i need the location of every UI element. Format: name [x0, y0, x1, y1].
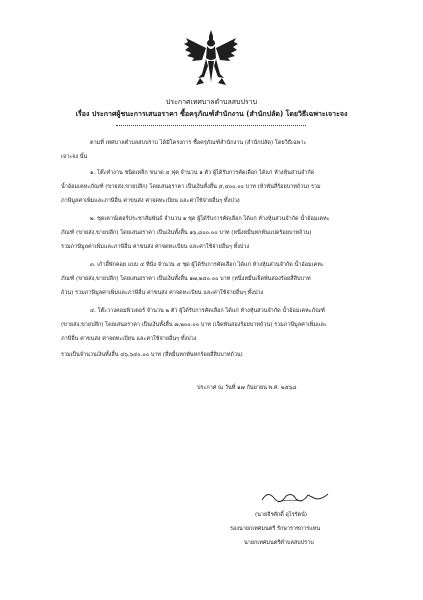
signature-icon — [258, 486, 338, 506]
item-3-line-2: ภัณฑ์ (ขายส่ง,ขายปลีก) โดยเสนอราคา เป็นเงินทั้งสิ้น ๑๗,๒๔๐.๐๐ บาท (หนึ่งหมื่นเจ็ดพันสองร้อยสี่สิบบาท — [61, 276, 311, 282]
signer-role-2: นายกเทศมนตรีตำบลสบปราบ — [244, 540, 314, 546]
intro-line-1: ตามที่ เทศบาลตำบลสบปราบ ได้มีโครงการ ซื้อครุภัณฑ์สำนักงาน (สำนักปลัด) โดยวิธีเฉพาะ — [90, 140, 307, 146]
item-2-line-3: รวมภาษีมูลค่าเพิ่มและภาษีอื่น ค่าขนส่ง ค่าจดทะเบียน และค่าใช้จ่ายอื่นๆ ทั้งปวง — [61, 244, 250, 250]
item-1-line-3: ภาษีมูลค่าเพิ่มและภาษีอื่น ค่าขนส่ง ค่าจดทะเบียน และค่าใช้จ่ายอื่นๆ ทั้งปวง — [61, 198, 240, 204]
title-divider — [116, 125, 306, 126]
intro-line-2: เจาะจง นั้น — [61, 154, 88, 160]
item-4-line-2: (ขายส่ง,ขายปลีก) โดยเสนอราคา เป็นเงินทั้งสิ้น ๗,๒๐๐.๐๐ บาท (เจ็ดพันสองร้อยบาทถ้วน) รวมภาษีมูลค่าเพิ่มและ — [61, 322, 327, 328]
item-3-line-3: ถ้วน) รวมภาษีมูลค่าเพิ่มและภาษีอื่น ค่าขนส่ง ค่าจดทะเบียน และค่าใช้จ่ายอื่นๆ ทั้งปวง — [61, 290, 264, 296]
item-3-line-1: ๓. เก้าอี้พักคอย แบบ ๔ ที่นั่ง จำนวน ๔ ชุด ผู้ได้รับการคัดเลือก ได้แก่ ห้างหุ้นส่วนจำกัด น้ำอ้อมเคหะ — [90, 262, 324, 268]
item-1-line-1: ๑. โต๊ะทำงาน ชนิดเหล็ก ขนาด ๔ ฟุต จำนวน ๑ ตัว ผู้ได้รับการคัดเลือก ได้แก่ ห้างหุ้นส่วนจำกัด — [90, 170, 315, 176]
item-4-line-1: ๔. โต๊ะวางคอมพิวเตอร์ จำนวน ๒ ตัว ผู้ได้รับการคัดเลือก ได้แก่ ห้างหุ้นส่วนจำกัด น้ำอ้อมเคหะภัณฑ์ — [90, 308, 325, 314]
org-title: ประกาศเทศบาลตำบลสบปราบ — [165, 98, 258, 106]
signer-role-1: รองนายกเทศมนตรี รักษาราชการแทน — [230, 526, 321, 532]
item-2-line-2: ภัณฑ์ (ขายส่ง,ขายปลีก) โดยเสนอราคา เป็นเงินทั้งสิ้น ๑๖,๘๐๐.๐๐ บาท (หนึ่งหมื่นหกพันแปดร้อยบาทถ้วน) — [61, 230, 312, 236]
total-amount: รวมเป็นจำนวนเงินทั้งสิ้น ๔๖,๖๔๐.๐๐ บาท (สี่หมื่นหกพันหกร้อยสี่สิบบาทถ้วน) — [61, 352, 243, 358]
signer-name: (นายจีรศักดิ์ อุไรรัตน์) — [255, 512, 307, 518]
item-1-line-2: น้ำอ้อมเคหะภัณฑ์ (ขายส่ง,ขายปลีก) โดยเสนอราคา เป็นเงินทั้งสิ้น ๕,๔๐๐.๐๐ บาท (ห้าพันสี่ร้อยบาทถ้วน) รวม — [61, 184, 321, 190]
item-4-line-3: ภาษีอื่น ค่าขนส่ง ค่าจดทะเบียน และค่าใช้จ่ายอื่นๆ ทั้งปวง — [61, 336, 197, 342]
garuda-emblem-icon — [182, 28, 240, 88]
item-2-line-1: ๒. ชุดเคาน์เตอร์ประชาสัมพันธ์ จำนวน ๑ ชุด ผู้ได้รับการคัดเลือก ได้แก่ ห้างหุ้นส่วนจำกัด น้ำอ้อมเคหะ — [90, 216, 330, 222]
announcement-date: ประกาศ ณ วันที่ ๑๗ กันยายน พ.ศ. ๒๕๖๘ — [197, 385, 297, 391]
announcement-subject: เรื่อง ประกาศผู้ชนะการเสนอราคา ซื้อครุภัณฑ์สำนักงาน (สำนักปลัด) โดยวิธีเฉพาะเจาะจง — [75, 110, 348, 118]
